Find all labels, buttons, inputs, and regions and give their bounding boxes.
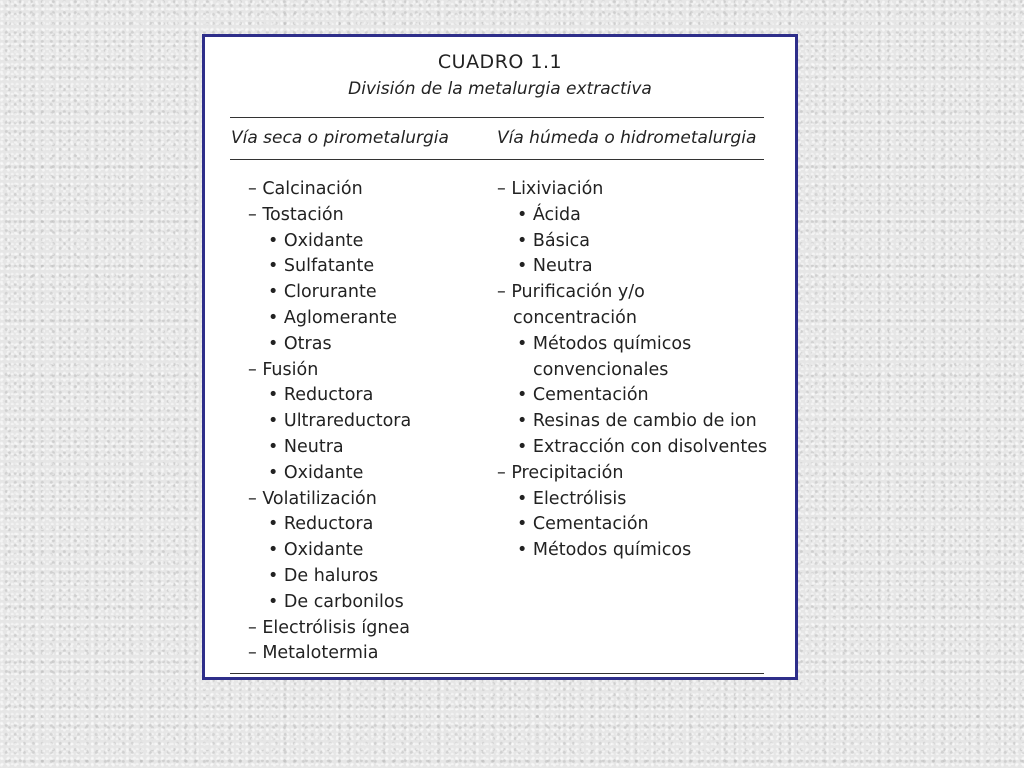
list-item: – Precipitación <box>497 462 624 483</box>
list-subitem: • Aglomerante <box>268 307 397 328</box>
table-caption: División de la metalurgia extractiva <box>348 79 652 99</box>
list-subitem: convencionales <box>533 359 669 380</box>
list-subitem: • Sulfatante <box>268 256 375 277</box>
hydrometallurgy-list <box>497 177 767 564</box>
list-subitem: • Reductora <box>268 514 374 535</box>
list-item: – Electrólisis ígnea <box>248 617 410 638</box>
header-rule <box>230 159 764 160</box>
list-subitem: concentración <box>513 307 637 328</box>
list-item: – Lixiviación <box>497 179 604 199</box>
list-item: – Volatilización <box>248 488 377 509</box>
list-subitem: • Cementación <box>517 385 649 406</box>
list-subitem: • Cementación <box>517 514 649 535</box>
table-number: CUADRO 1.1 <box>437 51 563 73</box>
pyrometallurgy-list <box>248 177 411 667</box>
table-frame <box>202 34 798 680</box>
list-subitem: • De haluros <box>268 565 379 586</box>
column-header-hydrometallurgy: Vía húmeda o hidrometalurgia <box>497 128 757 148</box>
list-subitem: • Métodos químicos <box>517 333 692 354</box>
list-subitem: • Oxidante <box>268 462 364 483</box>
column-header-pyrometallurgy: Vía seca o pirometalurgia <box>231 128 449 148</box>
list-subitem: • Métodos químicos <box>517 540 692 561</box>
list-item: – Purificación y/o <box>497 282 645 303</box>
list-item: – Tostación <box>248 204 344 225</box>
list-subitem: • Resinas de cambio de ion <box>517 411 757 432</box>
top-rule <box>230 117 764 118</box>
list-item: – Metalotermia <box>248 643 379 664</box>
list-subitem: • Neutra <box>517 256 593 277</box>
bottom-rule <box>230 673 764 674</box>
list-subitem: • Electrólisis <box>517 488 627 509</box>
list-subitem: • Extracción con disolventes <box>517 436 768 457</box>
list-subitem: • Reductora <box>268 385 374 406</box>
list-subitem: • Oxidante <box>268 540 364 561</box>
list-subitem: • Otras <box>268 333 332 354</box>
list-subitem: • Ultrareductora <box>268 411 412 432</box>
list-subitem: • Clorurante <box>268 282 377 303</box>
list-subitem: • Neutra <box>268 436 344 457</box>
list-subitem: • Ácida <box>517 204 581 225</box>
list-subitem: • Oxidante <box>268 230 364 251</box>
list-item: – Fusión <box>248 359 319 380</box>
list-item: – Calcinación <box>248 179 363 199</box>
list-subitem: • De carbonilos <box>268 591 404 612</box>
list-subitem: • Básica <box>517 230 590 251</box>
